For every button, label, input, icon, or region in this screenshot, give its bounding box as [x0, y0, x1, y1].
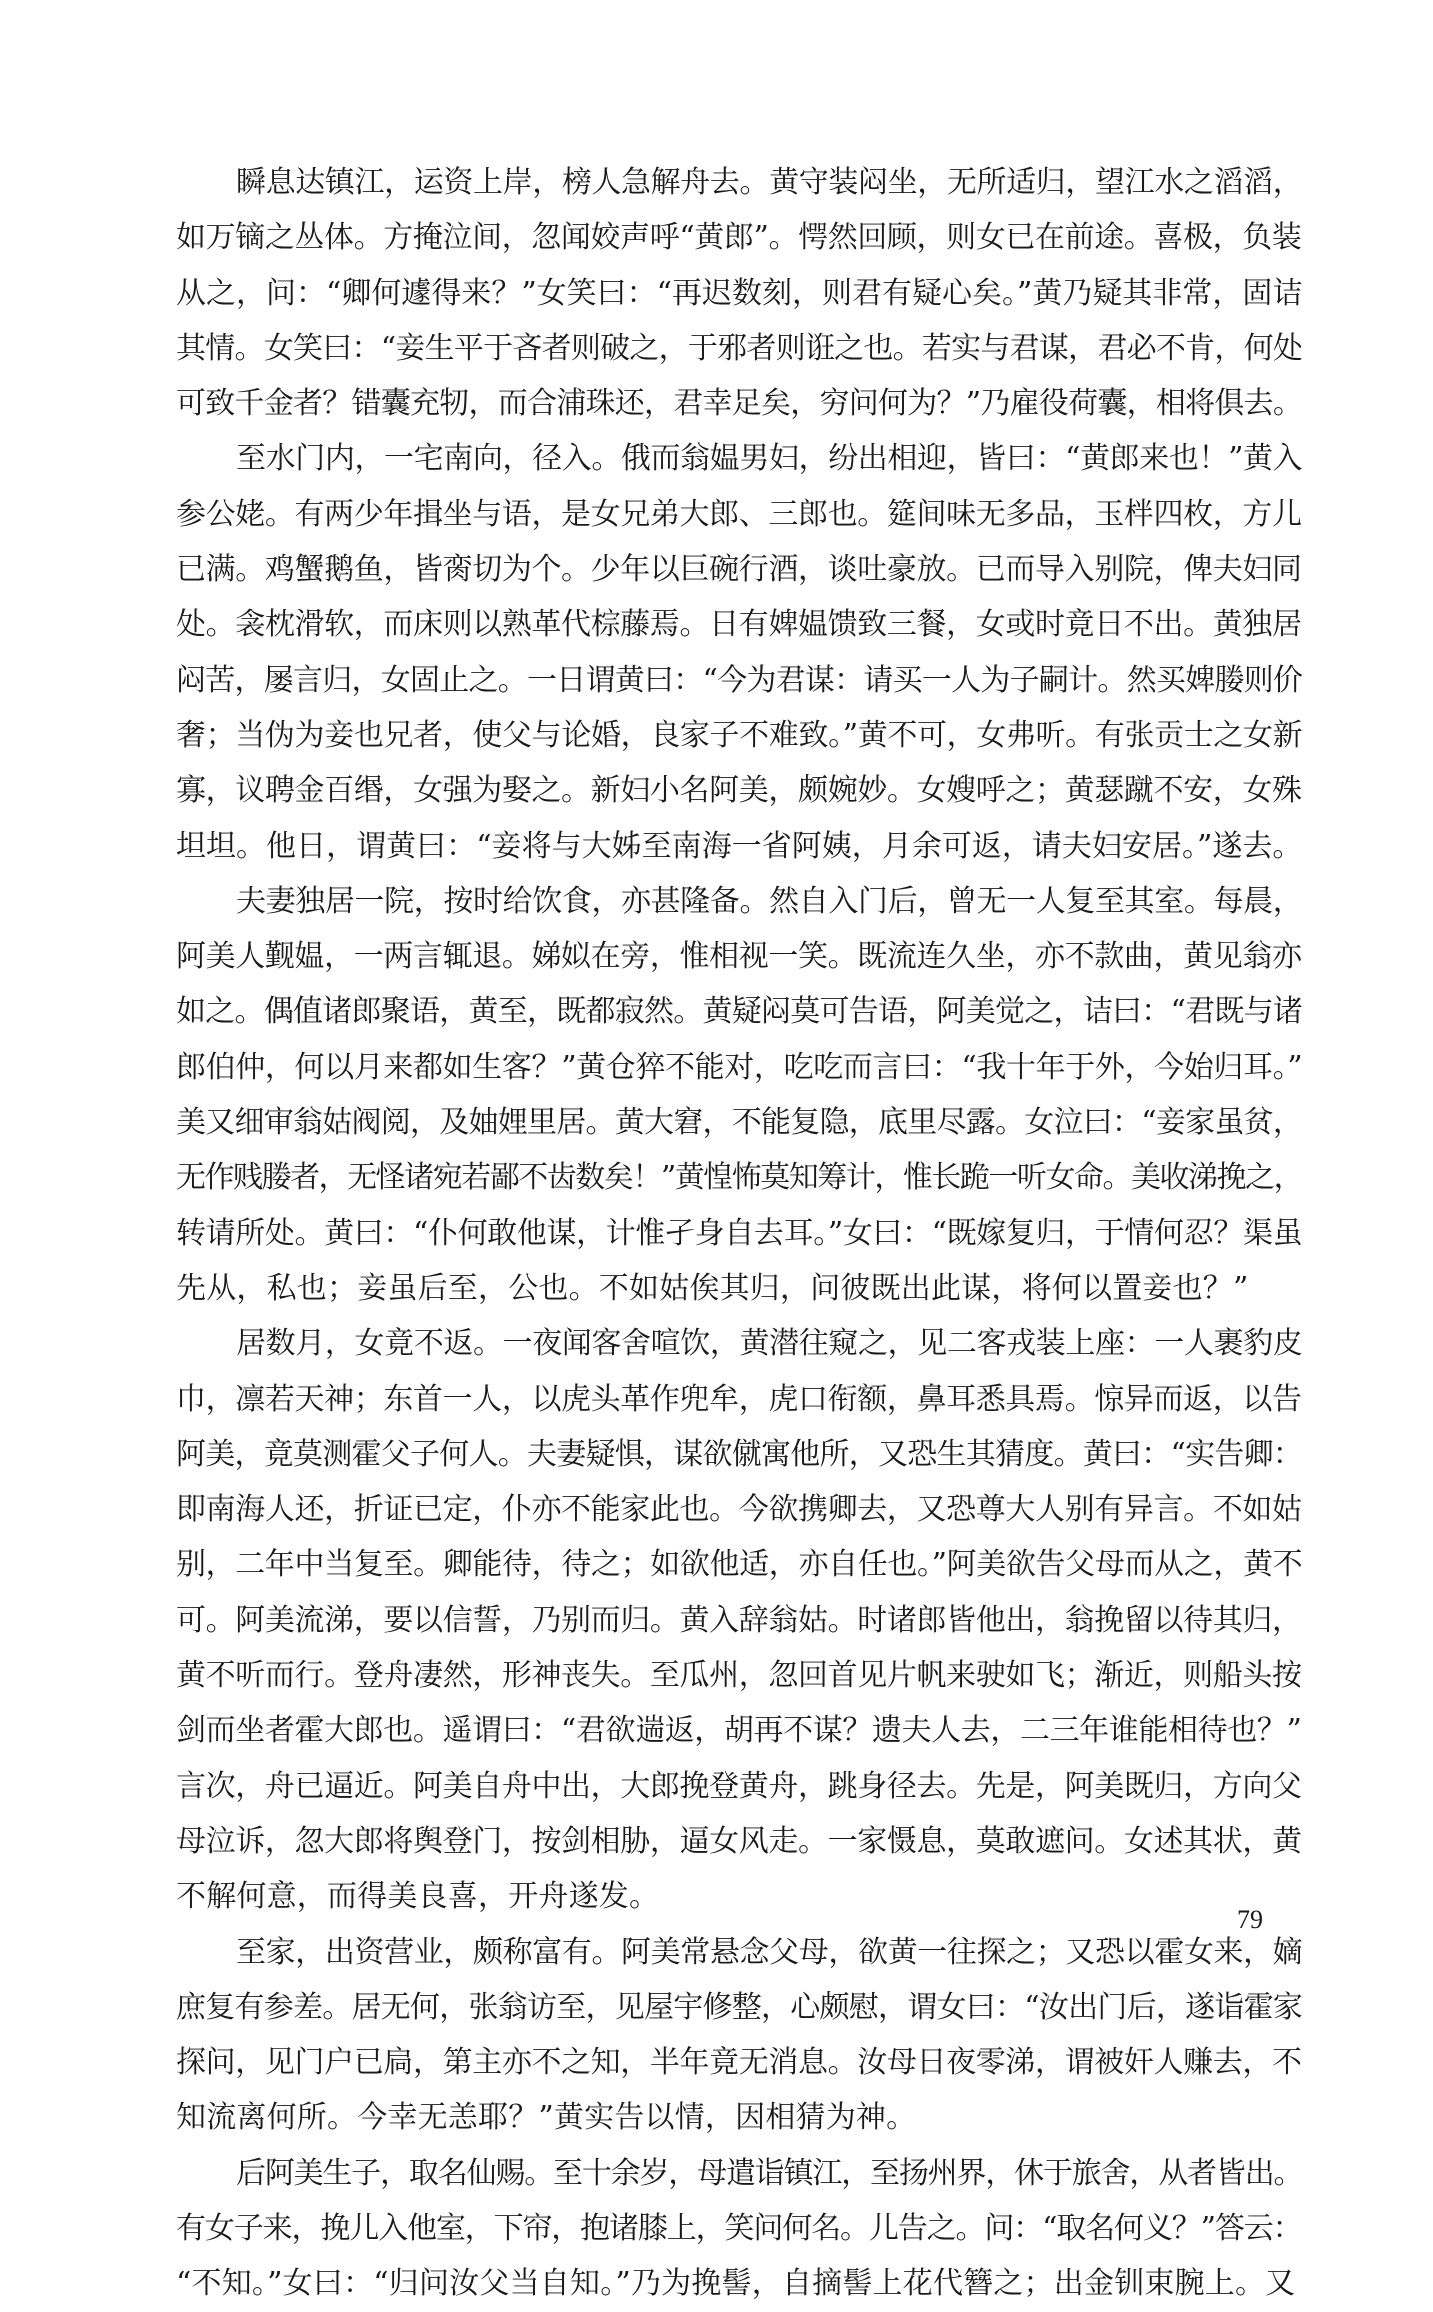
text-line: 阿美人觐媪，一两言辄退。娣姒在旁，惟相视一笑。既流连久坐，亦不款曲，黄见翁亦: [176, 939, 1302, 975]
text-line: 言次，舟已逼近。阿美自舟中出，大郎挽登黄舟，跳身径去。先是，阿美既归，方向父: [176, 1768, 1302, 1804]
text-line: 有女子来，挽儿入他室，下帘，抱诸膝上，笑问何名。儿告之。问：“取名何义？”答云：: [176, 2210, 1302, 2246]
text-line: 黄不听而行。登舟凄然，形神丧失。至瓜州，忽回首见片帆来驶如飞；渐近，则船头按: [176, 1658, 1302, 1694]
text-line: 居数月，女竟不返。一夜闻客舍喧饮，黄潜往窥之，见二客戎装上座：一人裹豹皮: [236, 1326, 1303, 1362]
text-line: 其情。女笑曰：“妾生平于吝者则破之，于邪者则诳之也。若实与君谋，君必不肯，何处: [176, 330, 1303, 366]
text-line: 母泣诉，忽大郎将舆登门，按剑相胁，逼女风走。一家慑息，莫敢遮问。女述其状，黄: [176, 1823, 1302, 1859]
text-line: 可致千金者？错囊充牣，而合浦珠还，君幸足矣，穷问何为？”乃雇役荷囊，相将俱去。: [176, 386, 1303, 422]
text-line: 参公姥。有两少年揖坐与语，是女兄弟大郎、三郎也。筵间味无多品，玉柈四枚，方儿: [176, 496, 1302, 532]
text-line: 美又细审翁姑阀阅，及妯娌里居。黄大窘，不能复隐，底里尽露。女泣曰：“妾家虽贫，: [176, 1105, 1303, 1141]
text-line: 郎伯仲，何以月来都如生客？”黄仓猝不能对，吃吃而言曰：“我十年于外，今始归耳。”: [176, 1049, 1303, 1085]
text-line: 先从，私也；妾虽后至，公也。不如姑俟其归，问彼既出此谋，将何以置妾也？”: [176, 1270, 1249, 1306]
text-line: 后阿美生子，取名仙赐。至十余岁，母遣诣镇江，至扬州界，休于旅舍，从者皆出。: [236, 2155, 1303, 2191]
text-line: 转请所处。黄曰：“仆何敢他谋，计惟孑身自去耳。”女曰：“既嫁复归，于情何忍？渠虽: [176, 1215, 1303, 1251]
text-line: 坦坦。他日，谓黄曰：“妾将与大姊至南海一省阿姨，月余可返，请夫妇安居。”遂去。: [176, 828, 1303, 864]
text-line: “不知。”女曰：“归问汝父当自知。”乃为挽髻，自摘髻上花代簪之；出金钏束腕上。又: [176, 2266, 1296, 2302]
text-line: 巾，凛若天神；东首一人，以虎头革作兜牟，虎口衔额，鼻耳悉具焉。惊异而返，以告: [176, 1381, 1302, 1417]
text-line: 瞬息达镇江，运资上岸，榜人急解舟去。黄守装闷坐，无所适归，望江水之滔滔，: [236, 165, 1303, 200]
text-line: 处。衾枕滑软，而床则以熟革代棕藤焉。日有婢媪馈致三餐，女或时竟日不出。黄独居: [176, 607, 1302, 643]
text-line: 至家，出资营业，颇称富有。阿美常悬念父母，欲黄一往探之；又恐以霍女来，嫡: [236, 1934, 1303, 1970]
body-text: [176, 155, 1302, 2312]
text-line: 如之。偶值诸郎聚语，黄至，既都寂然。黄疑闷莫可告语，阿美觉之，诘曰：“君既与诸: [176, 994, 1303, 1030]
text-line: 奢；当伪为妾也兄者，使父与论婚，良家子不难致。”黄不可，女弗听。有张贡士之女新: [176, 717, 1303, 753]
text-line: 已满。鸡蟹鹅鱼，皆脔切为个。少年以巨碗行酒，谈吐豪放。已而导入别院，俾夫妇同: [176, 552, 1302, 588]
text-line: 至水门内，一宅南向，径入。俄而翁媪男妇，纷出相迎，皆曰：“黄郎来也！”黄入: [236, 441, 1303, 477]
text-line: 庶复有参差。居无何，张翁访至，见屋宇修整，心颇慰，谓女曰：“汝出门后，遂诣霍家: [176, 1989, 1303, 2025]
text-line: 不解何意，而得美良喜，开舟遂发。: [176, 1879, 660, 1915]
text-line: 阿美，竟莫测霍父子何人。夫妻疑惧，谋欲僦寓他所，又恐生其猜度。黄曰：“实告卿：: [176, 1436, 1303, 1472]
text-line: 闷苦，屡言归，女固止之。一日谓黄曰：“今为君谋：请买一人为子嗣计。然买婢媵则价: [176, 662, 1303, 698]
text-line: 无作贱媵者，无怪诸宛若鄙不齿数矣！”黄惶怖莫知筹计，惟长跪一听女命。美收涕挽之，: [176, 1160, 1303, 1196]
text-line: 夫妻独居一院，按时给饮食，亦甚隆备。然自入门后，曾无一人复至其室。每晨，: [236, 883, 1303, 919]
text-line: 知流离何所。今幸无恙耶？”黄实告以情，因相猜为神。: [176, 2100, 917, 2136]
text-line: 别，二年中当复至。卿能待，待之；如欲他适，亦自任也。”阿美欲告父母而从之，黄不: [176, 1547, 1303, 1583]
text-line: 剑而坐者霍大郎也。遥谓曰：“君欲遄返，胡再不谋？遗夫人去，二三年谁能相待也？”: [176, 1713, 1302, 1749]
text-line: 如万镝之丛体。方掩泣间，忽闻姣声呼“黄郎”。愕然回顾，则女已在前途。喜极，负装: [176, 220, 1302, 256]
text-line: 可。阿美流涕，要以信誓，乃别而归。黄入辞翁姑。时诸郎皆他出，翁挽留以待其归，: [176, 1602, 1302, 1638]
text-line: 从之，问：“卿何遽得来？”女笑曰：“再迟数刻，则君有疑心矣。”黄乃疑其非常，固诘: [176, 275, 1303, 311]
text-line: 寡，议聘金百缗，女强为娶之。新妇小名阿美，颇婉妙。女嫂呼之；黄瑟蹴不安，女殊: [176, 773, 1302, 809]
page-number: 79: [1237, 1905, 1263, 1934]
text-line: 即南海人还，折证已定，仆亦不能家此也。今欲携卿去，又恐尊大人别有异言。不如姑: [176, 1492, 1302, 1528]
text-line: 探问，见门户已扃，第主亦不之知，半年竟无消息。汝母日夜零涕，谓被奸人赚去，不: [176, 2045, 1302, 2081]
